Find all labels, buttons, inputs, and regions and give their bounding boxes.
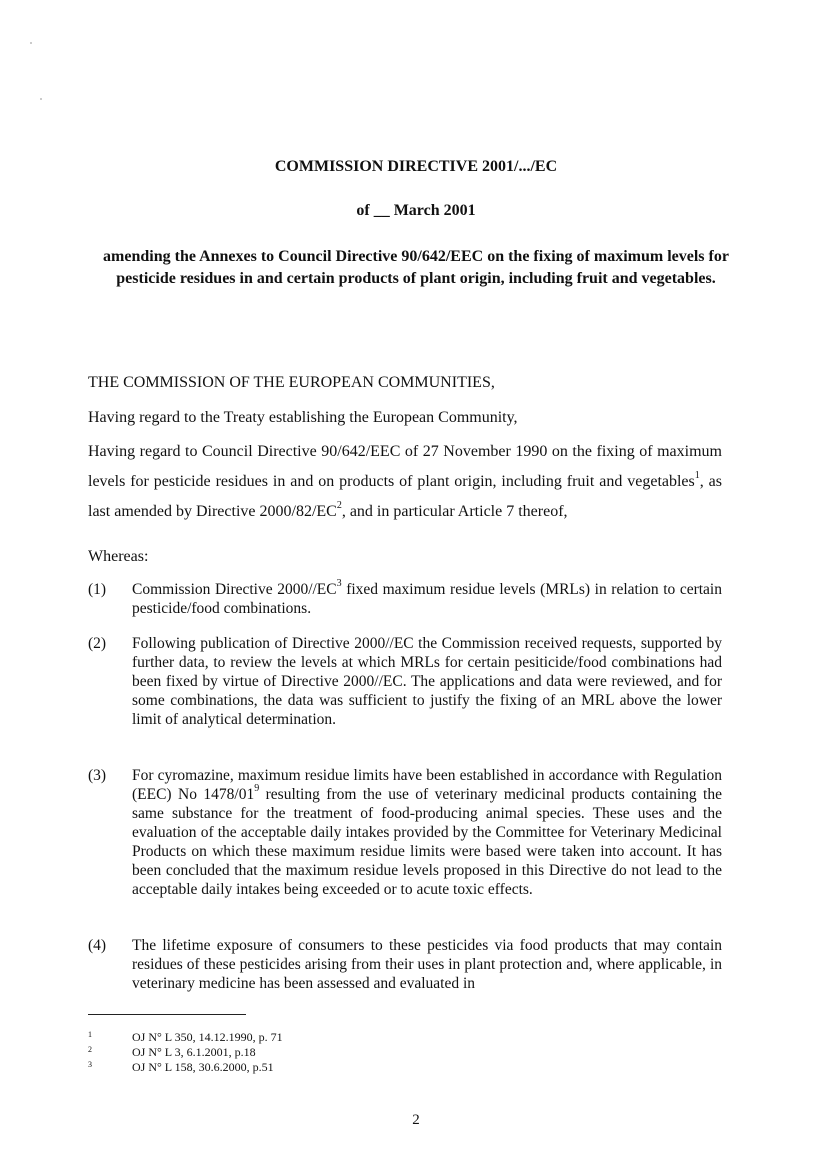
- having-regard-directive: [88, 437, 722, 527]
- recital-number: (4): [88, 937, 107, 954]
- scan-speck: [30, 42, 32, 44]
- footnote-separator: [88, 1014, 246, 1015]
- having-regard-treaty: Having regard to the Treaty establishing the European Community,: [88, 409, 518, 426]
- page-number: 2: [412, 1112, 420, 1128]
- footnote-ref-2: 2: [336, 499, 342, 511]
- footnote-mark: 1: [88, 1030, 92, 1039]
- footnote-mark: 2: [88, 1045, 92, 1054]
- recital-text: The lifetime exposure of consumers to these pesticides via food products that may contain residues of these pesticides arising from their uses in plant protection and, where applicable, in veterinary medicine has been assessed and evaluated in: [132, 937, 722, 992]
- recital-text-a: For cyromazine, maximum residue limits have been established in accordance with Regulation (EEC) No 1478/01: [132, 767, 722, 803]
- scan-speck: [40, 98, 42, 100]
- recital-text: [132, 577, 722, 618]
- footnote-ref-1: 1: [694, 469, 700, 481]
- recital-text: [132, 766, 722, 899]
- recital-number: (1): [88, 581, 107, 598]
- recital-text-a: Commission Directive 2000//EC: [132, 581, 337, 598]
- having-regard-text-a: Having regard to Council Directive 90/642/EEC of 27 November 1990 on the fixing of maximum levels for pesticide residues in and on products of plant origin, including fruit and vegetables: [88, 443, 722, 490]
- having-regard-text-b: , as last amended by Directive 2000/82/EC: [88, 473, 722, 520]
- footnote-text: OJ N° L 3, 6.1.2001, p.18: [132, 1045, 256, 1059]
- footnote-text: OJ N° L 350, 14.12.1990, p. 71: [132, 1030, 283, 1044]
- recital-text-b: fixed maximum residue levels (MRLs) in relation to certain pesticide/food combinations.: [132, 581, 722, 617]
- whereas-heading: Whereas:: [88, 548, 149, 565]
- directive-subtitle: amending the Annexes to Council Directive 90/642/EEC on the fixing of maximum levels for pesticide residues in and certain products of plant origin, including fruit and vegetables.: [103, 248, 729, 287]
- commission-heading: THE COMMISSION OF THE EUROPEAN COMMUNITIES,: [88, 374, 495, 391]
- footnote-ref-3: 3: [336, 577, 342, 589]
- recital-text: Following publication of Directive 2000//EC the Commission received requests, supported by further data, to review the levels at which MRLs for certain pesiticide/food combinations had been fixed by virtue of Directive 2000//EC. The applications and data were reviewed, and for some combinations, the data was sufficient to justify the fixing of an MRL above the lower limit of analytical determination.: [132, 635, 722, 728]
- recital-text-b: resulting from the use of veterinary medicinal products containing the same substance for the treatment of food-producing animal species. These uses and the evaluation of the acceptable daily intakes provided by the Committee for Veterinary Medicinal Products on which these maximum residue limits were based were taken into account. It has been concluded that the maximum residue levels proposed in this Directive do not lead to the acceptable daily intakes being exceeded or to acute toxic effects.: [132, 786, 722, 898]
- directive-date: of __ March 2001: [356, 202, 476, 219]
- recital-number: (3): [88, 767, 107, 784]
- footnote-ref-9: 9: [254, 782, 260, 794]
- directive-title: COMMISSION DIRECTIVE 2001/.../EC: [274, 158, 558, 175]
- footnote-text: OJ N° L 158, 30.6.2000, p.51: [132, 1060, 274, 1074]
- having-regard-text-c: , and in particular Article 7 thereof,: [341, 503, 568, 520]
- recital-number: (2): [88, 635, 107, 652]
- footnote-mark: 3: [88, 1060, 92, 1069]
